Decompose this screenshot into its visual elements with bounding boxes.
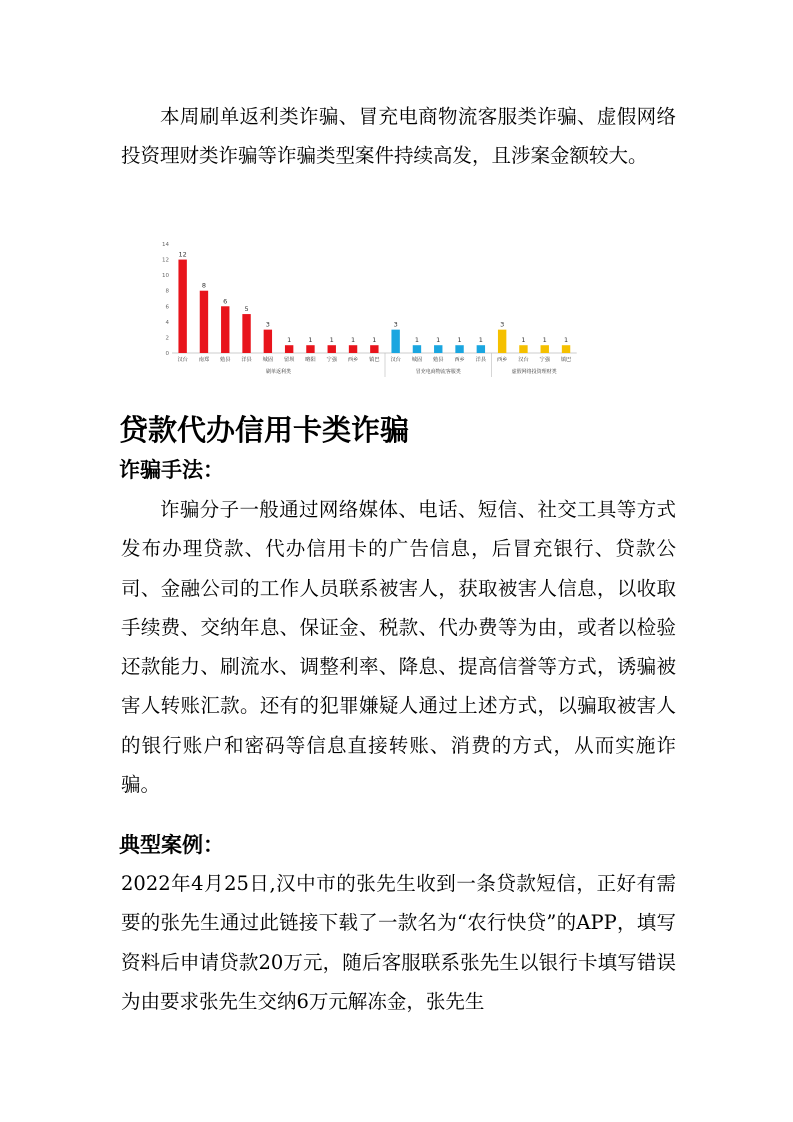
y-tick-label: 12 [162,257,169,264]
y-tick-label: 4 [165,319,169,326]
x-tick-label: 南郑 [198,357,210,363]
bar-value-label: 3 [393,320,398,329]
bar-0-5 [285,345,293,353]
bar-0-9 [370,345,378,353]
bar-value-label: 1 [436,336,441,345]
bar-value-label: 1 [478,336,483,345]
bar-value-label: 1 [457,336,462,345]
bar-2-0 [498,330,506,353]
y-tick-label: 6 [165,304,169,311]
bar-value-label: 5 [244,305,249,314]
bar-value-label: 1 [350,336,356,345]
bar-1-3 [455,345,463,353]
x-tick-label: 镇巴 [560,357,572,363]
x-tick-label: 洋县 [241,357,252,363]
fraud-case-bar-chart [158,236,608,378]
y-tick-label: 0 [165,351,169,357]
x-tick-label: 留坝 [283,357,295,363]
bar-0-7 [328,345,336,353]
case-paragraph: 2022年4月25日,汉中市的张先生收到一条贷款短信，正好有需要的张先生通过此链接下载了一款名为“农行快贷”的APP，填写资料后申请贷款20万元，随后客服联系张先生以银行卡填写错误为由要求张先生交纳6万元解冻金，张先生 [121,872,676,1013]
bar-value-label: 3 [265,320,270,329]
y-tick-label: 2 [165,335,169,342]
x-tick-label: 洋县 [475,357,487,363]
bar-value-label: 1 [308,336,313,345]
bar-2-3 [562,345,570,353]
bar-0-8 [349,345,357,353]
bar-1-4 [477,345,485,353]
bar-value-label: 8 [201,281,207,290]
bar-2-2 [541,345,549,353]
x-tick-label: 宁强 [539,357,550,363]
x-tick-label: 勉县 [220,357,231,363]
group-label: 虚假网络投资理财类 [511,369,557,375]
x-tick-label: 西乡 [496,357,508,363]
x-tick-label: 城固 [411,357,423,363]
bar-0-0 [178,260,186,353]
bar-1-1 [413,345,421,353]
bar-2-1 [519,345,527,353]
bar-0-6 [306,345,314,353]
x-tick-label: 西乡 [454,357,465,363]
bar-value-label: 12 [178,250,187,259]
bar-0-3 [242,314,250,353]
x-tick-label: 宁强 [326,357,337,363]
x-tick-label: 镇巴 [369,357,380,363]
group-label: 刷单返利类 [265,369,292,375]
bar-value-label: 6 [223,297,228,306]
bar-value-label: 1 [414,336,420,345]
group-label: 冒充电商物流客服类 [415,369,461,375]
x-tick-label: 略阳 [305,357,316,363]
bar-value-label: 3 [500,320,505,329]
bar-value-label: 1 [563,336,569,345]
x-tick-label: 西乡 [347,357,359,363]
bar-value-label: 1 [542,336,547,345]
bar-1-2 [434,345,442,353]
y-tick-label: 8 [165,288,169,295]
bar-value-label: 1 [521,336,526,345]
y-tick-label: 10 [162,273,169,280]
bar-0-1 [200,291,208,353]
bar-value-label: 1 [287,336,292,345]
y-tick-label: 14 [162,242,169,248]
x-tick-label: 汉台 [390,357,401,363]
intro-paragraph: 本周刷单返利类诈骗、冒充电商物流客服类诈骗、虚假网络投资理财类诈骗等诈骗类型案件持续高发，且涉案金额较大。 [121,105,676,168]
method-paragraph: 诈骗分子一般通过网络媒体、电话、短信、社交工具等方式发布办理贷款、代办信用卡的广告信息，后冒充银行、贷款公司、金融公司的工作人员联系被害人，获取被害人信息，以收取手续费、交纳年息、保证金、税款、代办费等为由，或者以检验还款能力、刷流水、调整利率、降息、提高信誉等方式，诱骗被害人转账汇款。还有的犯罪嫌疑人通过上述方式，以骗取被害人的银行账户和密码等信息直接转账、消费的方式，从而实施诈骗。 [121,498,676,797]
bar-value-label: 1 [329,336,334,345]
bar-0-4 [264,330,272,353]
x-tick-label: 勉县 [433,357,444,363]
section-title: 贷款代办信用卡类诈骗 [119,413,410,447]
bar-1-0 [391,330,399,353]
case-heading: 典型案例： [119,833,224,857]
x-tick-label: 城固 [262,357,274,363]
x-tick-label: 汉台 [177,357,188,363]
x-tick-label: 汉台 [518,357,529,363]
method-heading: 诈骗手法： [119,458,224,482]
bar-value-label: 1 [372,336,377,345]
bar-0-2 [221,306,229,353]
